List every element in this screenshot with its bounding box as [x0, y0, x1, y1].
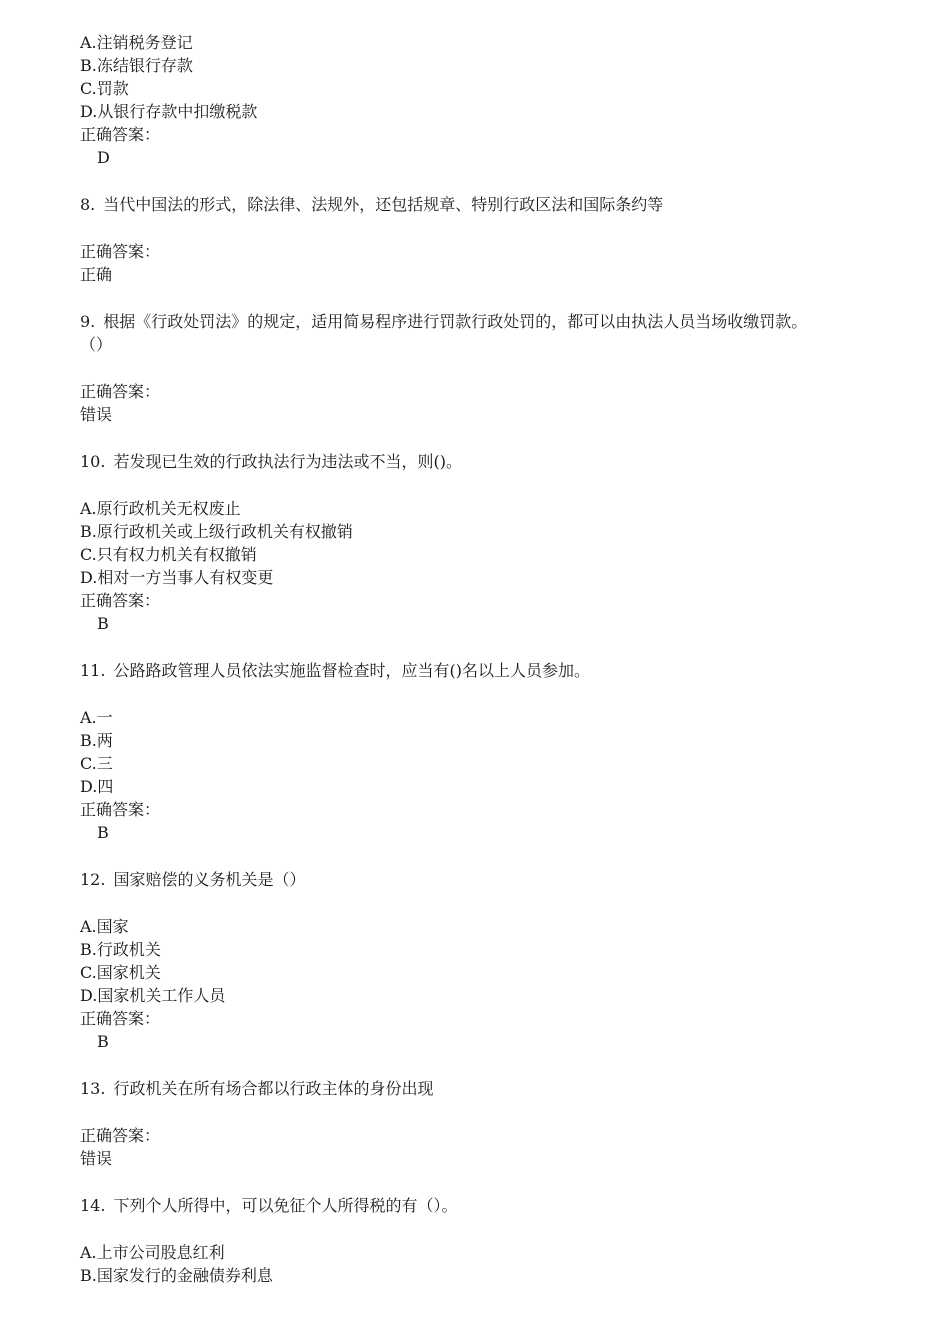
question-number: 14. — [80, 1196, 106, 1215]
option-b: B.国家发行的金融债券利息 — [80, 1266, 273, 1285]
option-b: B.行政机关 — [80, 940, 161, 959]
question-text — [80, 659, 900, 682]
question-text — [80, 193, 900, 216]
answer-value: 正确 — [80, 265, 113, 284]
option-a: A.一 — [80, 708, 113, 727]
answer-label: 正确答案： — [80, 800, 161, 819]
option-c: C.只有权力机关有权撤销 — [80, 545, 257, 564]
question-number: 8. — [80, 195, 96, 214]
option-d: D.相对一方当事人有权变更 — [80, 568, 274, 587]
question-number: 13. — [80, 1079, 106, 1098]
option-d: D.四 — [80, 777, 114, 796]
answer-value: B — [97, 614, 109, 633]
exam-document — [80, 31, 900, 1287]
option-c: C.国家机关 — [80, 963, 161, 982]
option-b: B.冻结银行存款 — [80, 56, 193, 75]
question-text — [80, 310, 900, 333]
option-c: C.三 — [80, 754, 113, 773]
answer-label: 正确答案： — [80, 591, 161, 610]
option-a: A.国家 — [80, 917, 129, 936]
answer-label: 正确答案： — [80, 382, 161, 401]
answer-value: B — [97, 823, 109, 842]
answer-value: D — [97, 148, 110, 167]
question-14 — [80, 1194, 900, 1287]
question-number: 12. — [80, 870, 106, 889]
question-line: 国家赔偿的义务机关是（） — [113, 870, 306, 889]
question-text — [80, 450, 900, 473]
question-text — [80, 1077, 900, 1100]
question-number: 11. — [80, 661, 106, 680]
question-number: 9. — [80, 312, 96, 331]
option-b: B.两 — [80, 731, 113, 750]
question-text — [80, 868, 900, 891]
option-c: C.罚款 — [80, 79, 129, 98]
question-line: 公路路政管理人员依法实施监督检查时，应当有()名以上人员参加。 — [113, 661, 590, 680]
option-a: A.上市公司股息红利 — [80, 1243, 225, 1262]
question-line: 根据《行政处罚法》的规定，适用简易程序进行罚款行政处罚的，都可以由执法人员当场收缴罚款。 — [103, 312, 808, 331]
question-7-continued — [80, 31, 900, 169]
question-text — [80, 1194, 900, 1217]
answer-label: 正确答案： — [80, 242, 161, 261]
question-line: 下列个人所得中，可以免征个人所得税的有（）。 — [113, 1196, 458, 1215]
question-13 — [80, 1077, 900, 1170]
question-line: 行政机关在所有场合都以行政主体的身份出现 — [113, 1079, 434, 1098]
answer-label: 正确答案： — [80, 1126, 161, 1145]
answer-label: 正确答案： — [80, 125, 161, 144]
question-11 — [80, 659, 900, 844]
answer-value: B — [97, 1032, 109, 1051]
question-number: 10. — [80, 452, 106, 471]
question-8 — [80, 193, 900, 286]
question-10 — [80, 450, 900, 635]
question-12 — [80, 868, 900, 1053]
question-line-continued: （） — [80, 335, 113, 354]
option-b: B.原行政机关或上级行政机关有权撤销 — [80, 522, 353, 541]
question-line: 当代中国法的形式，除法律、法规外，还包括规章、特别行政区法和国际条约等 — [103, 195, 664, 214]
question-9 — [80, 310, 900, 426]
option-a: A.注销税务登记 — [80, 33, 193, 52]
answer-label: 正确答案： — [80, 1009, 161, 1028]
option-d: D.从银行存款中扣缴税款 — [80, 102, 258, 121]
option-a: A.原行政机关无权废止 — [80, 499, 241, 518]
answer-value: 错误 — [80, 1149, 113, 1168]
answer-value: 错误 — [80, 405, 113, 424]
question-line: 若发现已生效的行政执法行为违法或不当，则()。 — [113, 452, 462, 471]
option-d: D.国家机关工作人员 — [80, 986, 226, 1005]
